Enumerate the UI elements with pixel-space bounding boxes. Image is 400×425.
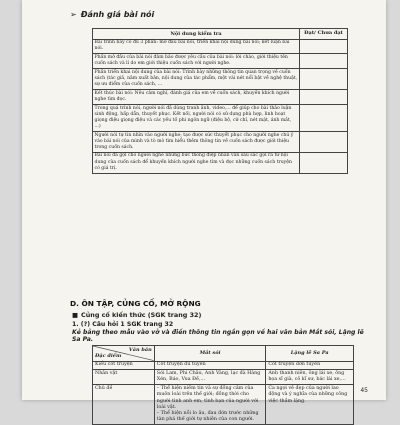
result-cell[interactable]	[300, 69, 348, 90]
table-row	[93, 152, 348, 173]
comparison-header-row	[93, 346, 354, 362]
criterion-cell: Trong quá trình nói, người nói đã dùng tranh ảnh, video,... để giúp cho bài thảo luận sinh động, hấp dẫn, thuyết phục. Kết nối, người nói có sử dụng phù hợp, linh hoạt giọng điệu giọng điệu và các yếu tố phi ngôn ngữ (điệu bộ, cử chỉ, nét mặt, ánh mắt, ...)	[93, 104, 300, 131]
table-row	[93, 90, 348, 105]
criterion-cell: Phần triển khai nội dung của bài nói: Trình bày những thông tin quan trọng về cuốn sách (tác giả, năm xuất bản, nội dung của tác phẩm, một vài nét nổi bật về nghệ thuật, sự ưu điểm của cuốn sách, ...	[93, 69, 300, 90]
table-row	[93, 54, 348, 69]
header-result: Đạt/ Chưa đạt	[300, 29, 348, 40]
section-heading: ➢ Đánh giá bài nói	[70, 10, 155, 19]
book-page	[22, 0, 386, 423]
table-row	[93, 370, 354, 385]
criterion-cell: Kết thúc bài nói: Nêu cảm nghĩ, đánh giá của em về cuốn sách, khuyến khích người nghe tìm đọc.	[93, 90, 300, 105]
instruction-text: Kẻ bảng theo mẫu vào vở và điền thông tin ngắn gọn về hai văn bản Mắt sói, Lặng lẽ Sa Pa.	[72, 329, 364, 344]
result-cell[interactable]	[300, 104, 348, 131]
result-cell[interactable]	[300, 39, 348, 54]
arrow-bullet-icon: ➢	[70, 10, 77, 19]
review-section	[70, 299, 366, 345]
table-row	[93, 39, 348, 54]
bullet-icon: ■	[72, 310, 79, 319]
header-dac-diem: Đặc điểm	[95, 353, 122, 360]
header-van-ban: Văn bản	[128, 347, 152, 353]
criterion-cell: Phần mở đầu của bài nói đảm bảo được yêu cầu của bài nói: lời chào, giới thiệu tên cuốn sách và lí do em giới thiệu cuốn sách với người nghe.	[93, 54, 300, 69]
criterion-cell: Bài trình bày có đủ 3 phần: mở đầu bài nói, triển khai nội dung bài nói; kết luận bài nói.	[93, 39, 300, 54]
criterion-cell: Bài nói đã gợi cho người nghe những bức thông điệp nhân văn sâu sắc gợi ra từ nội dung của cuốn sách để khuyến khích người nghe tìm và đọc những cuốn sách truyện có giá trị.	[93, 152, 300, 173]
result-cell[interactable]	[300, 152, 348, 173]
table-row	[93, 361, 354, 370]
table-row	[93, 104, 348, 131]
result-cell[interactable]	[300, 54, 348, 69]
cell-lang-le-sa-pa: Anh thanh niên, ông lái xe, ông họa sĩ già, cô kĩ sư, bác lái xe,...	[266, 370, 354, 385]
cell-lang-le-sa-pa: Cốt truyện đơn tuyến	[266, 361, 354, 370]
evaluation-table	[92, 28, 348, 174]
result-cell[interactable]	[300, 90, 348, 105]
table-row	[93, 69, 348, 90]
column-lang-le-sa-pa: Lặng lẽ Sa Pa	[266, 346, 354, 362]
comparison-table	[92, 345, 354, 425]
table-row	[93, 131, 348, 152]
question-title: 1. (?) Câu hỏi 1 SGK trang 32	[72, 320, 174, 328]
page-number: 45	[360, 387, 368, 394]
criterion-cell: Người nói tự tin nhìn vào người nghe; tạo được sức thuyết phục cho người nghe chú ý vào bài nói của mình và tò mò tìm hiểu thêm thông tin về cuốn sách được giới thiệu trong cuốn sách.	[93, 131, 300, 152]
cell-mat-soi: – Thể hiện niềm tin và sự đồng cảm của muôn loài trên thế giới; đồng thời cho người tình anh em, tình bạn của người với loài vật. – Thể hiện nỗi lo âu, đau đớn trước những tàn phá thế giới tự nhiên của con người.	[154, 385, 266, 425]
row-label: Nhân vật	[93, 370, 155, 385]
row-label: Chủ đề	[93, 385, 155, 425]
row-label: Kiểu cốt truyện	[93, 361, 155, 370]
sub-heading: ■ Củng cố kiến thức (SGK trang 32)	[72, 310, 202, 319]
result-cell[interactable]	[300, 131, 348, 152]
diagonal-header-cell	[93, 346, 155, 362]
table-row	[93, 385, 354, 425]
cell-mat-soi: Cốt truyện du tuyến	[154, 361, 266, 370]
cell-lang-le-sa-pa: Ca ngợi vẻ đẹp của người lao động và ý nghĩa của những công việc thầm lặng.	[266, 385, 354, 425]
section-d-title: D. ÔN TẬP, CỦNG CỐ, MỞ RỘNG	[70, 299, 201, 308]
column-mat-soi: Mắt sói	[154, 346, 266, 362]
cell-mat-soi: Sói Lam, Phi Châu, Anh Vàng, lạc đà Hàng Xén, Báo, Vua Đề,...	[154, 370, 266, 385]
evaluation-table-header	[93, 29, 348, 40]
header-content: Nội dung kiểm tra	[93, 29, 300, 40]
